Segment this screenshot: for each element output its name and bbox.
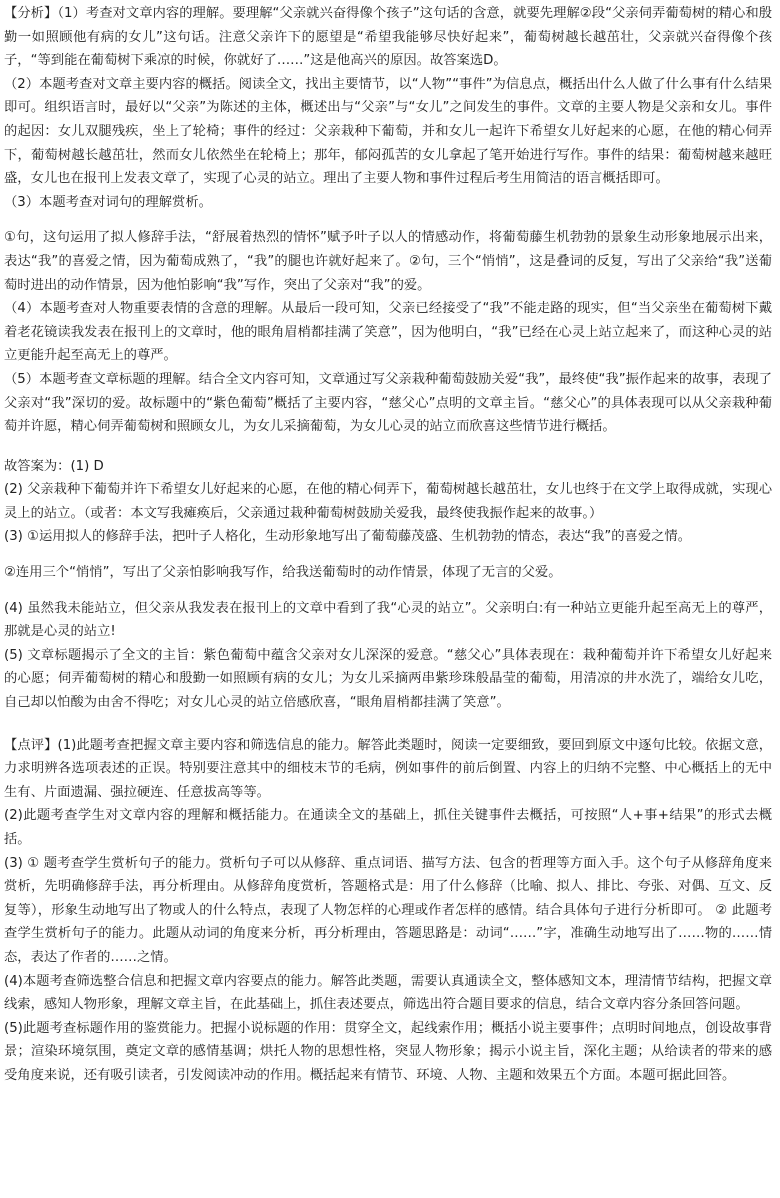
comment-q2: (2)此题考查学生对文章内容的理解和概括能力。在通读全文的基础上，抓住关键事件去概括，可按照“人+事+结果”的形式去概括。 bbox=[4, 808, 772, 847]
analysis-q5: （5）本题考查文章标题的理解。结合全文内容可知，文章通过写父亲栽种葡萄鼓励关爱“我”，最终使“我”振作起来的故事，表现了父亲对“我”深切的爱。故标题中的“紫色葡萄”概括了主要内容，“慈父心”点明的文章主旨。“慈父心”的具体表现可以从父亲栽种葡萄并许愿，精心伺弄葡萄树和照顾女儿，为女儿采摘葡萄，为女儿心灵的站立而欣喜这些情节进行概括。 bbox=[4, 371, 772, 435]
analysis-q3-detail: ①句，这句运用了拟人修辞手法，“舒展着热烈的情怀”赋予叶子以人的情感动作，将葡萄藤生机勃勃的景象生动形象地展示出来，表达“我”的喜爱之情，因为葡萄成熟了，“我”的腿也许就好起来了。②句，三个“悄悄”，这是叠词的反复，写出了父亲给“我”送葡萄时进出的动作情景，因为他怕影响“我”写作，突出了父亲对“我”的爱。 bbox=[4, 230, 772, 293]
answer-q5: (5) 文章标题揭示了全文的主旨：紫色葡萄中蕴含父亲对女儿深深的爱意。“慈父心”具体表现在：栽种葡萄并许下希望女儿好起来的心愿；伺弄葡萄树的精心和殷勤一如照顾有病的女儿；为女儿采摘两串紫珍珠般晶莹的葡萄，用清凉的井水洗了，端给女儿吃，自己却以怕酸为由舍不得吃；对女儿心灵的站立倍感欣喜，“眼角眉梢都挂满了笑意”。 bbox=[4, 647, 772, 711]
comment-q3: (3) ① 题考查学生赏析句子的能力。赏析句子可以从修辞、重点词语、描写方法、包含的哲理等方面入手。这个句子从修辞角度来赏析，先明确修辞手法，再分析理由。从修辞角度赏析，答题格式是：用了什么修辞（比喻、拟人、排比、夸张、对偶、互文、反复等），形象生动地写出了物或人的什么特点，表现了人物怎样的心理或作者怎样的感情。结合具体句子进行分析即可。 ② 此题考查学生赏析句子的能力。此题从动词的角度来分析，再分析理由，答题思路是：动词“……”字，准确生动地写出了……物的……情态，表达了作者的……之情。 bbox=[4, 855, 772, 965]
answer-q1: 故答案为：(1) D bbox=[4, 458, 104, 474]
comment-q5: (5)此题考查标题作用的鉴赏能力。把握小说标题的作用：贯穿全文，起线索作用；概括小说主要事件；点明时间地点，创设故事背景；渲染环境氛围，奠定文章的感情基调；烘托人物的思想性格，突显人物形象；揭示小说主旨，深化主题；从给读者的带来的感受角度来说，还有吸引读者，引发阅读冲动的作用。概括起来有情节、环境、人物、主题和效果五个方面。本题可据此回答。 bbox=[4, 1020, 772, 1083]
answer-section bbox=[4, 455, 772, 715]
analysis-section bbox=[4, 2, 772, 439]
comment-section bbox=[4, 734, 772, 1088]
analysis-q2: （2）本题考查对文章主要内容的概括。阅读全文，找出主要情节，以“人物”“事件”为信息点，概括出什么人做了什么事有什么结果即可。组织语言时，最好以“父亲”为陈述的主体，概述出与“父亲”与“女儿”之间发生的事件。文章的主要人物是父亲和女儿。事件的起因：女儿双腿残疾，坐上了轮椅；事件的经过：父亲栽种下葡萄，并和女儿一起许下希望女儿好起来的心愿，在他的精心伺弄下，葡萄树越长越茁壮，然而女儿依然坐在轮椅上；那年，郁闷孤苦的女儿拿起了笔开始进行写作。事件的结果：葡萄树越来越旺盛，女儿也在报刊上发表文章了，实现了心灵的站立。理出了主要人物和事件过程后考生用简洁的语言概括即可。 bbox=[4, 76, 772, 187]
comment-q4: (4)本题考查筛选整合信息和把握文章内容要点的能力。解答此类题，需要认真通读全文，整体感知文本，理清情节结构，把握文章线索，感知人物形象，理解文章主旨，在此基础上，抓住表述要点，筛选出符合题目要求的信息，结合文章内容分条回答问题。 bbox=[4, 973, 772, 1013]
answer-q4: (4) 虽然我未能站立，但父亲从我发表在报刊上的文章中看到了我“心灵的站立”。父亲明白:有一种站立更能升起至高无上的尊严，那就是心灵的站立! bbox=[4, 600, 772, 640]
answer-q2: (2) 父亲栽种下葡萄并许下希望女儿好起来的心愿，在他的精心伺弄下，葡萄树越长越茁壮，女儿也终于在文学上取得成就，实现心灵上的站立。（或者：本文写我瘫痪后，父亲通过栽种葡萄树鼓励关爱我，最终使我振作起来的故事。） bbox=[4, 482, 772, 521]
analysis-q3-heading: （3）本题考查对词句的理解赏析。 bbox=[4, 194, 212, 210]
answer-q3-part1: (3) ①运用拟人的修辞手法，把叶子人格化，生动形象地写出了葡萄藤茂盛、生机勃勃的情态，表达“我”的喜爱之情。 bbox=[4, 529, 692, 545]
analysis-q1: 【分析】（1）考查对文章内容的理解。要理解“父亲就兴奋得像个孩子”这句话的含意，就要先理解②段“父亲伺弄葡萄树的精心和殷勤一如照顾他有病的女儿”这句话。注意父亲许下的愿望是“希望我能够尽快好起来”，葡萄树越长越茁壮，父亲就兴奋得像个孩子，“等到能在葡萄树下乘凉的时候，你就好了……”这是他高兴的原因。故答案选D。 bbox=[4, 6, 772, 69]
answer-q3-part2: ②连用三个“悄悄”，写出了父亲怕影响我写作，给我送葡萄时的动作情景，体现了无言的父爱。 bbox=[4, 565, 562, 581]
comment-q1: 【点评】(1)此题考查把握文章主要内容和筛选信息的能力。解答此类题时，阅读一定要细致，要回到原文中逐句比较。依据文意，力求明辨各选项表述的正误。特别要注意其中的细枝末节的毛病，例如事件的前后倒置、内容上的归纳不完整、中心概括上的无中生有、片面遗漏、强拉硬连、任意拔高等等。 bbox=[4, 737, 772, 800]
analysis-q4: （4）本题考查对人物重要表情的含意的理解。从最后一段可知，父亲已经接受了“我”不能走路的现实，但“当父亲坐在葡萄树下戴着老花镜读我发表在报刊上的文章时，他的眼角眉梢都挂满了笑意”，因为他明白，“我”已经在心灵上站立起来了，而这种心灵的站立更能升起至高无上的尊严。 bbox=[4, 301, 772, 364]
